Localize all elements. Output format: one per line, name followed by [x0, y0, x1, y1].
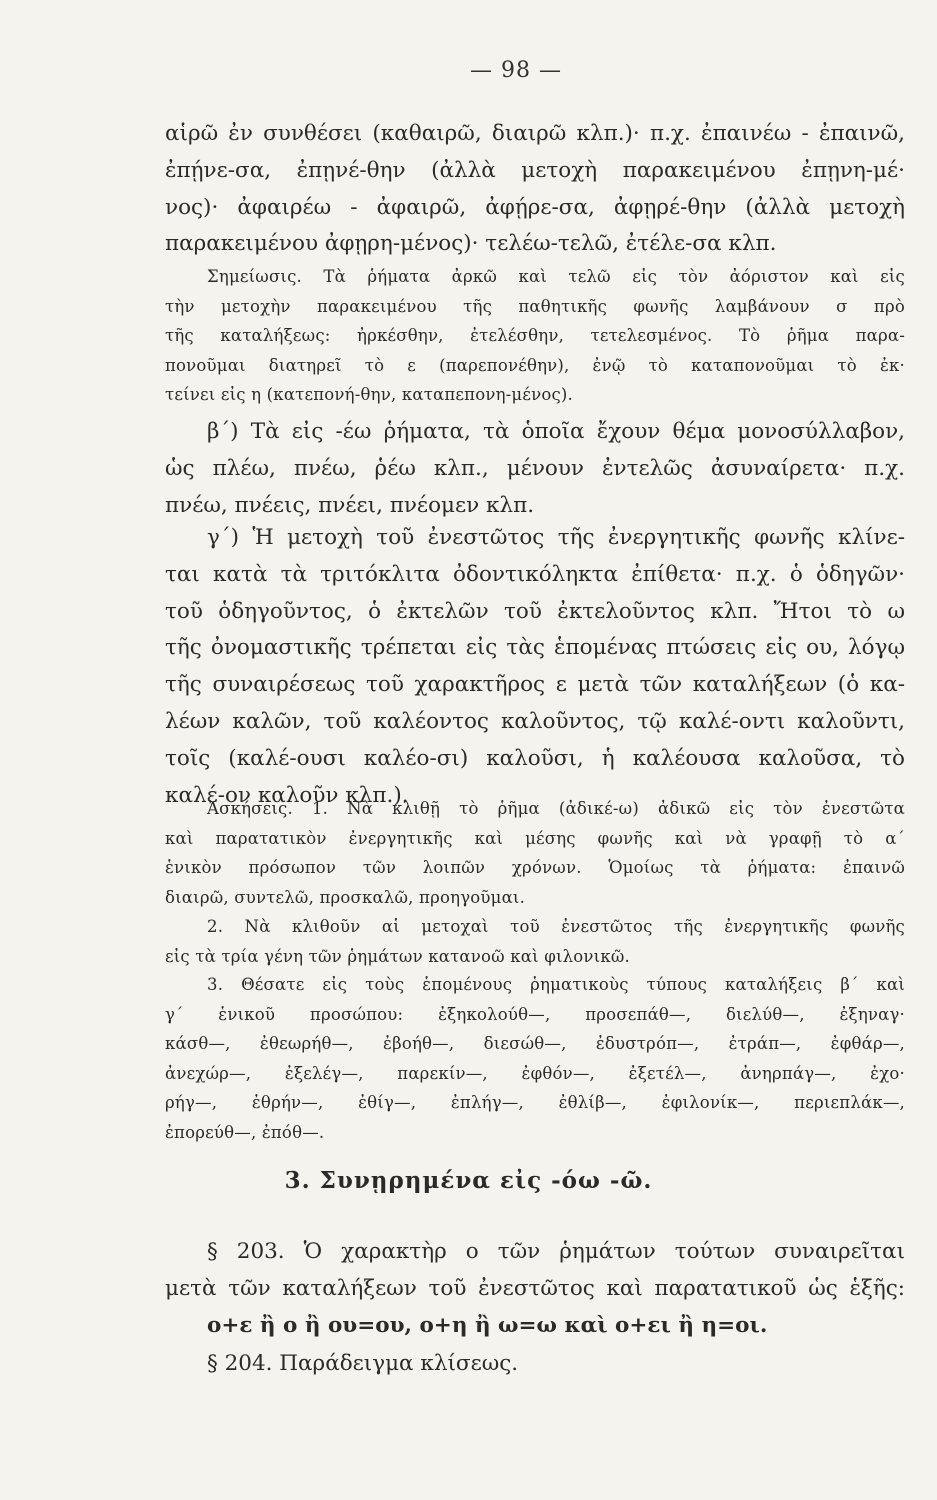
text-line: παρακειμένου ἀφῃρη-μένος)· τελέω-τελῶ, ἐτέλε-σα κλπ. — [165, 231, 777, 257]
text-line: μετὰ τῶν καταλήξεων τοῦ ἐνεστῶτος καὶ παρατατικοῦ ὡς ἑξῆς: — [165, 1275, 905, 1301]
text-line: καλέ-ον καλοῦν κλπ.). — [165, 782, 409, 808]
text-line: αἱρῶ ἐν συνθέσει (καθαιρῶ, διαιρῶ κλπ.)· π.χ. ἐπαινέω - ἐπαινῶ, — [165, 121, 905, 146]
text-line: β΄) Τὰ εἰς -έω ῥήματα, τὰ ὁποῖα ἔχουν θέμα μονοσύλλαβον, — [207, 419, 905, 444]
note-paragraph — [165, 262, 905, 410]
exercise-line: γ΄ ἑνικοῦ προσώπου: ἐξηκολούθ—, προσεπάθ—, διελύθ—, ἐξηναγ· — [165, 1004, 905, 1024]
exercise-2-paragraph — [165, 912, 905, 971]
exercise-line: ἐπορεύθ—, ἐπόθ—. — [165, 1122, 325, 1142]
paragraph-beta — [165, 414, 905, 524]
paragraph-204 — [165, 1346, 905, 1383]
paragraph-gamma — [165, 520, 905, 814]
exercise-line: ἀνεχώρ—, ἐξελέγ—, παρεκίν—, ἐφθόν—, ἐξετέλ—, ἀνηρπάγ—, ἐχο· — [165, 1063, 905, 1083]
exercise-3-paragraph — [165, 970, 905, 1147]
section-heading: 3. Συνῃρημένα εἰς -όω -ῶ. — [284, 1167, 653, 1194]
page-number: — 98 — — [470, 58, 562, 83]
exercise-line: διαιρῶ, συντελῶ, προσκαλῶ, προηγοῦμαι. — [165, 887, 526, 907]
text-line: ἐπῄνε-σα, ἐπῃνέ-θην (ἀλλὰ μετοχὴ παρακειμένου ἐπῃνη-μέ· — [165, 157, 905, 183]
note-line: τῆς καταλήξεως: ἠρκέσθην, ἐτελέσθην, τετελεσμένος. Τὸ ῥῆμα παρα- — [165, 326, 905, 345]
exercise-line: εἰς τὰ τρία γένη τῶν ῥημάτων κατανοῶ καὶ φιλονικῶ. — [165, 946, 630, 966]
exercise-line: ρήγ—, ἐθρήν—, ἐθίγ—, ἐπλήγ—, ἐθλίβ—, ἐφιλονίκ—, περιεπλάκ—, — [165, 1093, 905, 1112]
text-line: § 203. Ὁ χαρακτὴρ ο τῶν ῥημάτων τούτων συναιρεῖται — [207, 1239, 905, 1264]
exercise-line: 3. Θέσατε εἰς τοὺς ἑπομένους ῥηματικοὺς τύπους καταλήξεις β΄ καὶ — [207, 975, 905, 994]
exercise-line: ἑνικὸν πρόσωπον τῶν λοιπῶν χρόνων. Ὁμοίως τὰ ῥήματα: ἐπαινῶ — [165, 858, 905, 877]
text-line: § 204. Παράδειγμα κλίσεως. — [207, 1351, 519, 1376]
text-line: ὡς πλέω, πνέω, ῥέω κλπ., μένουν ἐντελῶς ἀσυναίρετα· π.χ. — [165, 455, 905, 481]
note-line: πονοῦμαι διατηρεῖ τὸ ε (παρεπονέθην), ἐνῷ τὸ καταπονοῦμαι τὸ ἐκ· — [165, 355, 905, 375]
paragraph-intro — [165, 116, 905, 263]
text-line: νος)· ἀφαιρέω - ἀφαιρῶ, ἀφῄρε-σα, ἀφῃρέ-θην (ἀλλὰ μετοχὴ — [165, 194, 905, 220]
text-line: τοῖς (καλέ-ουσι καλέο-σι) καλοῦσι, ἡ καλέουσα καλοῦσα, τὸ — [165, 745, 905, 771]
text-line: γ΄) Ἡ μετοχὴ τοῦ ἐνεστῶτος τῆς ἐνεργητικῆς φωνῆς κλίνε- — [207, 525, 905, 550]
text-line: πνέω, πνέεις, πνέει, πνέομεν κλπ. — [165, 492, 535, 518]
text-line: τῆς ὀνομαστικῆς τρέπεται εἰς τὰς ἑπομένας πτώσεις εἰς ου, λόγῳ — [165, 635, 905, 661]
paragraph-203 — [165, 1234, 905, 1344]
note-line: τείνει εἰς η (κατεπονή-θην, καταπεπονη-μένος). — [165, 385, 573, 404]
note-line: τὴν μετοχὴν παρακειμένου τῆς παθητικῆς φωνῆς λαμβάνουν σ πρὸ — [165, 296, 905, 316]
text-line: ο+ε ἢ ο ἢ ου=ου, ο+η ἢ ω=ω καὶ ο+ει ἢ η=οι. — [207, 1312, 768, 1338]
text-line: τῆς συναιρέσεως τοῦ χαρακτῆρος ε μετὰ τῶν καταλήξεων (ὁ κα- — [165, 672, 905, 698]
note-line: Σημείωσις. Τὰ ῥήματα ἀρκῶ καὶ τελῶ εἰς τὸν ἀόριστον καὶ εἰς — [207, 267, 905, 286]
exercise-line: κάσθ—, ἐθεωρήθ—, ἐβοήθ—, διεσώθ—, ἐδυστρόπ—, ἐτράπ—, ἐφθάρ—, — [165, 1034, 905, 1053]
exercise-line: 2. Νὰ κλιθοῦν αἱ μετοχαὶ τοῦ ἐνεστῶτος τῆς ἐνεργητικῆς φωνῆς — [207, 917, 905, 936]
text-line: τοῦ ὁδηγοῦντος, ὁ ἐκτελῶν τοῦ ἐκτελοῦντος κλπ. Ἤτοι τὸ ω — [165, 598, 905, 624]
text-line: ται κατὰ τὰ τριτόκλιτα ὀδοντικόληκτα ἐπίθετα· π.χ. ὁ ὁδηγῶν· — [165, 561, 905, 587]
exercises-paragraph — [165, 794, 905, 912]
exercise-line: Ἀσκήσεις. 1. Νὰ κλιθῇ τὸ ῥῆμα (ἀδικέ-ω) ἀδικῶ εἰς τὸν ἐνεστῶτα — [207, 799, 905, 818]
text-line: λέων καλῶν, τοῦ καλέοντος καλοῦντος, τῷ καλέ-οντι καλοῦντι, — [165, 708, 905, 734]
exercise-line: καὶ παρατατικὸν ἐνεργητικῆς καὶ μέσης φωνῆς καὶ νὰ γραφῇ τὸ α΄ — [165, 828, 905, 848]
